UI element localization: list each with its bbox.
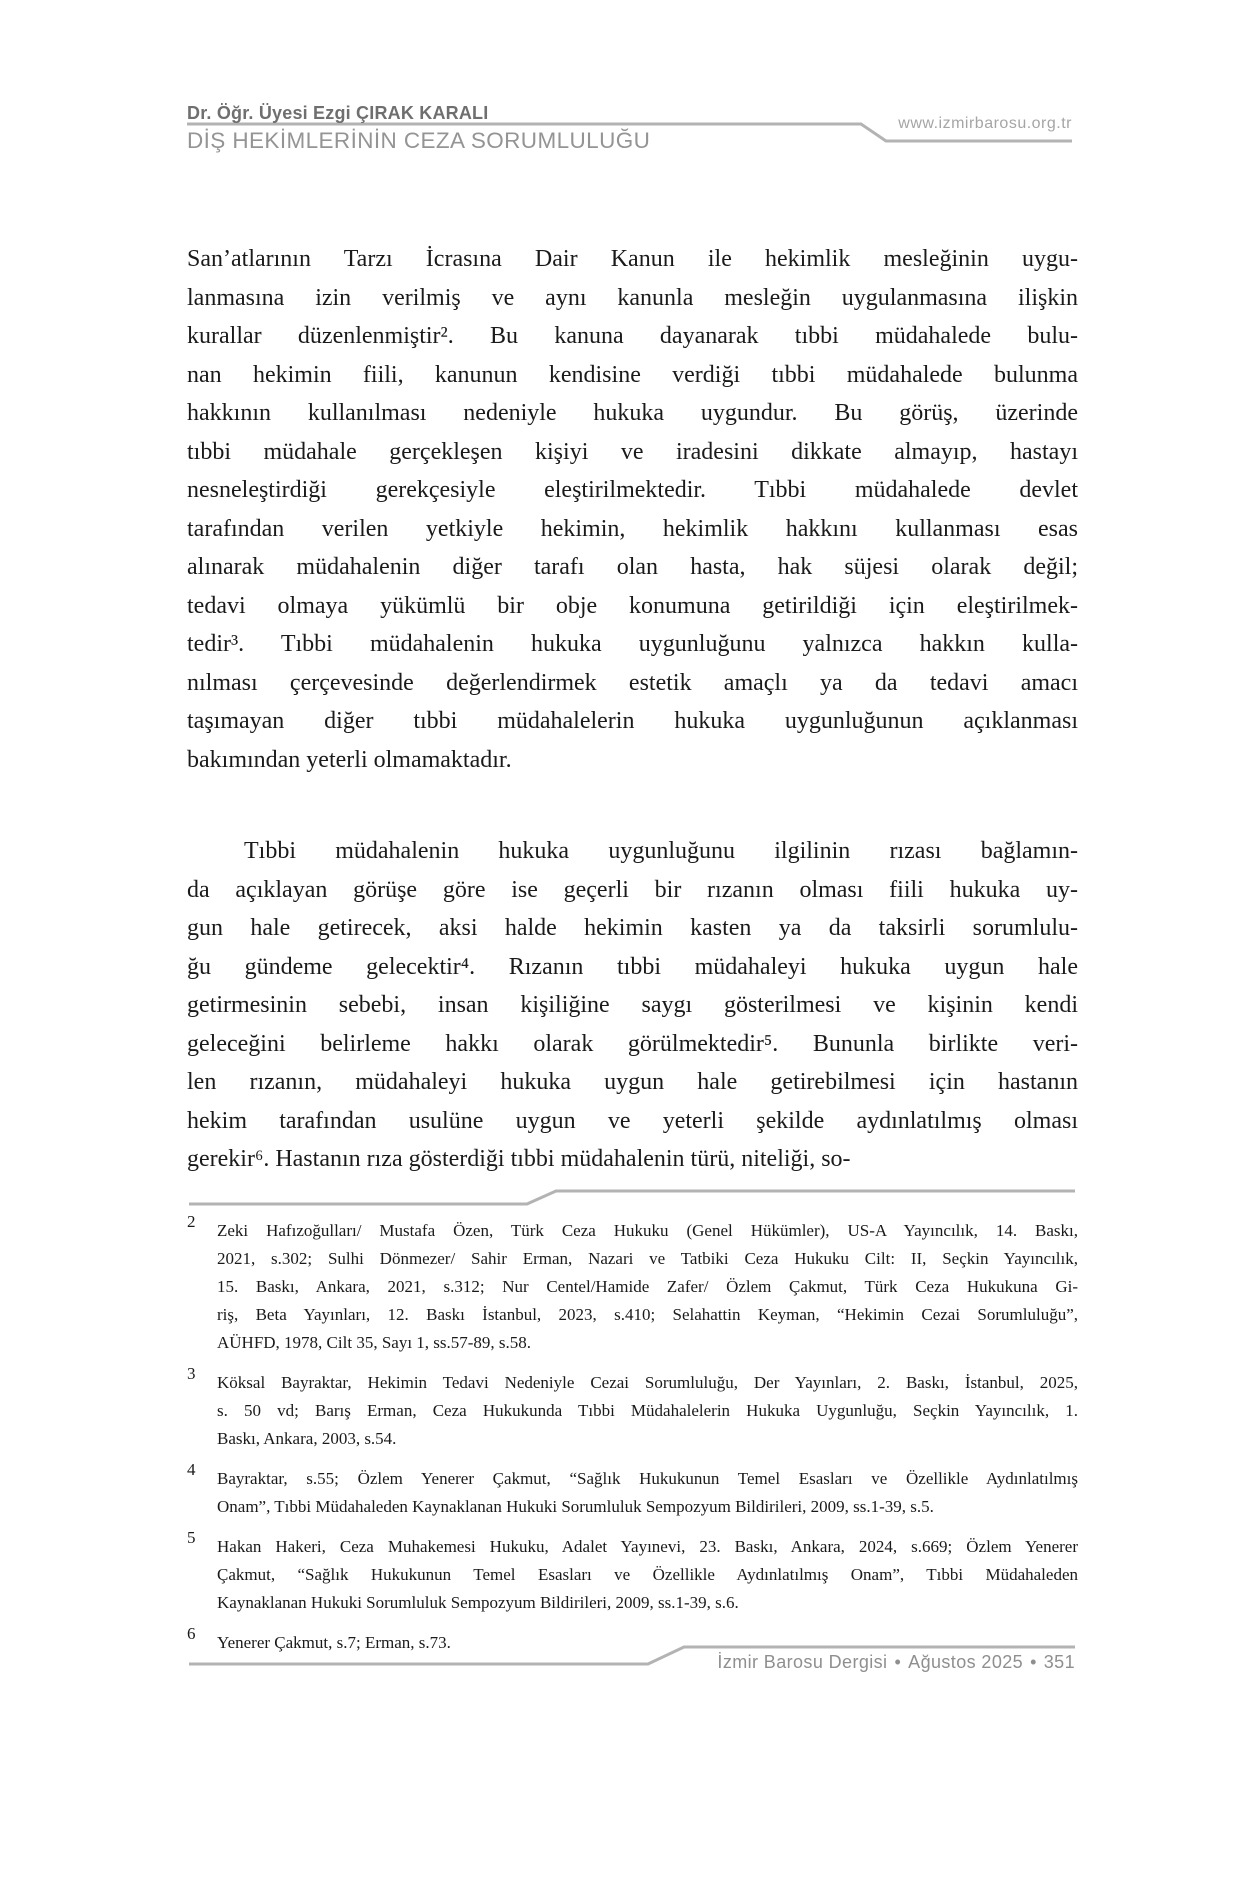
- footnotes: [187, 1212, 1078, 1669]
- footnote-line: s. 50 vd; Barış Erman, Ceza Hukukunda Tıbbi Müdahalelerin Hukuka Uygunluğu, Seçkin Yayıncılık, 1.: [217, 1401, 1078, 1420]
- header-author: Dr. Öğr. Üyesi Ezgi ÇIRAK KARALI: [187, 103, 489, 123]
- body-line: gerekir⁶. Hastanın rıza gösterdiği tıbbi müdahalenin türü, niteliği, so-: [187, 1146, 851, 1172]
- footer-separator-dot: •: [1030, 1652, 1037, 1672]
- footnote-line: Yenerer Çakmut, s.7; Erman, s.73.: [217, 1633, 451, 1652]
- body-line: Tıbbi müdahalenin hukuka uygunluğunu ilgilinin rızası bağlamın-: [244, 838, 1078, 864]
- footnote-text: [217, 1533, 1078, 1617]
- body-line: da açıklayan görüşe göre ise geçerli bir rızanın olması fiili hukuka uy-: [187, 876, 1078, 903]
- footnote-text: [217, 1369, 1078, 1453]
- body-line: gun hale getirecek, aksi halde hekimin kasten ya da taksirli sorumlulu-: [187, 915, 1078, 941]
- body-line: alınarak müdahalenin diğer tarafı olan hasta, hak süjesi olarak değil;: [187, 554, 1078, 580]
- footnote-number: 4: [187, 1460, 196, 1479]
- footnote: [187, 1460, 1078, 1521]
- footer-issue: Ağustos 2025: [908, 1652, 1024, 1672]
- footnote-line: Hakan Hakeri, Ceza Muhakemesi Hukuku, Adalet Yayınevi, 23. Baskı, Ankara, 2024, s.669; Özlem Yenerer: [217, 1537, 1078, 1556]
- footnote-line: Köksal Bayraktar, Hekimin Tedavi Nedeniyle Cezai Sorumluluğu, Der Yayınları, 2. Baskı, İstanbul, 2025,: [217, 1373, 1078, 1392]
- body-line: nılması çerçevesinde değerlendirmek estetik amaçlı ya da tedavi amacı: [187, 669, 1078, 696]
- footnote-line: Baskı, Ankara, 2003, s.54.: [217, 1429, 397, 1448]
- body-line: tarafından verilen yetkiyle hekimin, hekimlik hakkını kullanması esas: [187, 515, 1078, 542]
- footnote-line: Çakmut, “Sağlık Hukukunun Temel Esasları ve Özellikle Aydınlatılmış Onam”, Tıbbi Müdahaleden: [217, 1565, 1078, 1584]
- body-line: lanmasına izin verilmiş ve aynı kanunla mesleğin uygulanmasına ilişkin: [187, 284, 1078, 311]
- footer-separator-dot: •: [894, 1652, 902, 1672]
- paragraph: [187, 832, 1078, 1179]
- footnote-number: 5: [187, 1528, 196, 1547]
- body-line: hakkının kullanılması nedeniyle hukuka uygundur. Bu görüş, üzerinde: [187, 400, 1078, 426]
- body-line: kurallar düzenlenmiştir². Bu kanuna dayanarak tıbbi müdahalede bulu-: [187, 323, 1078, 349]
- footnote: [187, 1212, 1078, 1357]
- footnote-divider-line: [189, 1191, 1075, 1204]
- footnote-line: Bayraktar, s.55; Özlem Yenerer Çakmut, “Sağlık Hukukunun Temel Esasları ve Özellikle Aydınlatılmış: [217, 1469, 1078, 1488]
- paragraph: [187, 240, 1078, 779]
- body-line: nan hekimin fiili, kanunun kendisine verdiği tıbbi müdahalede bulunma: [187, 361, 1078, 388]
- body-line: hekim tarafından usulüne uygun ve yeterli şekilde aydınlatılmış olması: [187, 1107, 1078, 1134]
- footnote-line: 15. Baskı, Ankara, 2021, s.312; Nur Centel/Hamide Zafer/ Özlem Çakmut, Türk Ceza Hukukuna Gi-: [217, 1277, 1078, 1296]
- body-line: tedir³. Tıbbi müdahalenin hukuka uygunluğunu yalnızca hakkın kulla-: [187, 631, 1078, 657]
- footnote-line: AÜHFD, 1978, Cilt 35, Sayı 1, ss.57-89, s.58.: [217, 1333, 532, 1352]
- footer-journal-name: İzmir Barosu Dergisi: [717, 1652, 888, 1672]
- footnote-number: 2: [187, 1212, 196, 1231]
- body-line: San’atlarının Tarzı İcrasına Dair Kanun ile hekimlik mesleğinin uygu-: [187, 246, 1078, 272]
- footnote-number: 6: [187, 1624, 196, 1643]
- body-line: taşımayan diğer tıbbi müdahalelerin hukuka uygunluğunun açıklanması: [187, 708, 1078, 734]
- body-line: getirmesinin sebebi, insan kişiliğine saygı gösterilmesi ve kişinin kendi: [187, 992, 1078, 1018]
- body-line: nesneleştirdiği gerekçesiyle eleştirilmektedir. Tıbbi müdahalede devlet: [187, 477, 1078, 503]
- footnote-line: Kaynaklanan Hukuki Sorumluluk Sempozyum Bildirileri, 2009, ss.1-39, s.6.: [217, 1593, 739, 1612]
- footer-page-number: 351: [1043, 1652, 1075, 1672]
- body-text: [187, 240, 1078, 1179]
- body-line: tedavi olmaya yükümlü bir obje konumuna getirildiği için eleştirilmek-: [187, 592, 1078, 619]
- body-line: bakımından yeterli olmamaktadır.: [187, 746, 512, 773]
- footnote-text: [217, 1217, 1078, 1357]
- footnote-line: riş, Beta Yayınları, 12. Baskı İstanbul, 2023, s.410; Selahattin Keyman, “Hekimin Cezai Sorumluluğu”,: [217, 1305, 1078, 1324]
- footnote-line: Zeki Hafızoğulları/ Mustafa Özen, Türk Ceza Hukuku (Genel Hükümler), US-A Yayıncılık, 14. Baskı,: [217, 1221, 1078, 1240]
- footnote: [187, 1364, 1078, 1453]
- body-line: geleceğini belirleme hakkı olarak görülmektedir⁵. Bununla birlikte veri-: [187, 1030, 1078, 1057]
- body-line: ğu gündeme gelecektir⁴. Rızanın tıbbi müdahaleyi hukuka uygun hale: [187, 953, 1078, 980]
- header-article-title: DİŞ HEKİMLERİNİN CEZA SORUMLULUĞU: [187, 128, 651, 153]
- body-line: tıbbi müdahale gerçekleşen kişiyi ve iradesini dikkate almayıp, hastayı: [187, 438, 1078, 465]
- footnote-number: 3: [187, 1364, 196, 1383]
- header-website: www.izmirbarosu.org.tr: [898, 115, 1072, 132]
- footer: [717, 1652, 1075, 1673]
- footnote-line: 2021, s.302; Sulhi Dönmezer/ Sahir Erman, Nazari ve Tatbiki Ceza Hukuku Cilt: II, Seçkin Yayıncılık,: [217, 1249, 1078, 1268]
- footnote: [187, 1528, 1078, 1617]
- footnote-text: [217, 1465, 1078, 1521]
- footnote-line: Onam”, Tıbbi Müdahaleden Kaynaklanan Hukuki Sorumluluk Sempozyum Bildirileri, 2009, ss.1-39, s.5.: [217, 1497, 934, 1516]
- body-line: len rızanın, müdahaleyi hukuka uygun hale getirebilmesi için hastanın: [187, 1069, 1078, 1095]
